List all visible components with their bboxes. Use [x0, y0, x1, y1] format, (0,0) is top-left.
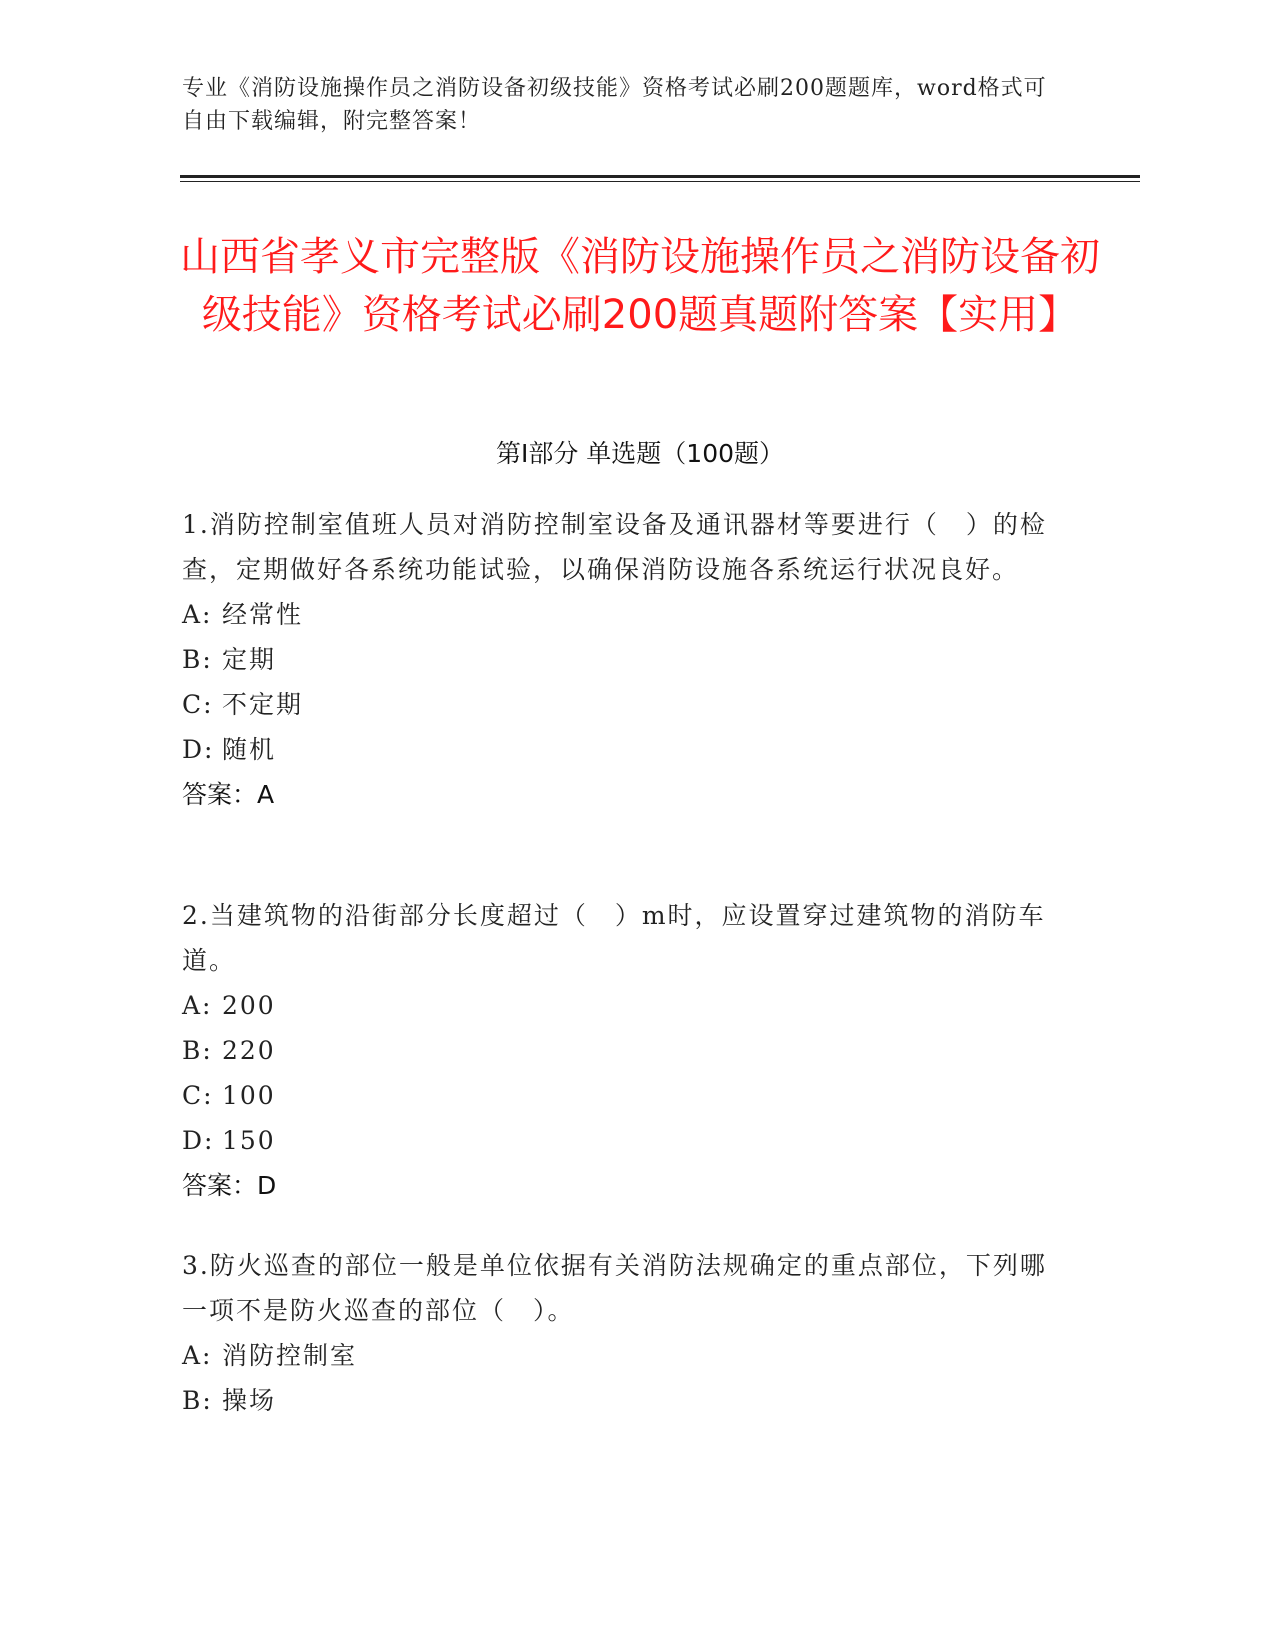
option-a [182, 592, 1062, 637]
option-c [182, 1073, 1062, 1118]
header-note: 专业《消防设施操作员之消防设备初级技能》资格考试必刷200题题库，word格式可自由下载编辑，附完整答案！ [182, 76, 1047, 134]
option-key: C: [182, 1081, 214, 1110]
option-b [182, 637, 1062, 682]
option-b [182, 1028, 1062, 1073]
option-key: B: [182, 645, 213, 674]
answer: 答案：A [182, 780, 275, 809]
option-a [182, 983, 1062, 1028]
question-1 [182, 502, 1062, 817]
question-stem: 3.防火巡查的部位一般是单位依据有关消防法规确定的重点部位，下列哪一项不是防火巡查的部位（ ）。 [182, 1251, 1047, 1325]
option-d [182, 1118, 1062, 1163]
option-text: 100 [222, 1081, 276, 1110]
question-stem: 1.消防控制室值班人员对消防控制室设备及通讯器材等要进行（ ）的检查，定期做好各系统功能试验，以确保消防设施各系统运行状况良好。 [182, 510, 1047, 584]
question-2 [182, 893, 1062, 1208]
option-text: 消防控制室 [222, 1341, 358, 1370]
option-key: A: [182, 991, 213, 1020]
answer: 答案：D [182, 1171, 277, 1200]
option-key: A: [182, 1341, 213, 1370]
option-b [182, 1378, 1062, 1423]
option-text: 操场 [222, 1386, 277, 1415]
option-text: 经常性 [222, 600, 304, 629]
question-3 [182, 1243, 1062, 1423]
option-text: 不定期 [222, 690, 304, 719]
option-c [182, 682, 1062, 727]
option-key: B: [182, 1386, 213, 1415]
question-stem: 2.当建筑物的沿街部分长度超过（ ）m时，应设置穿过建筑物的消防车道。 [182, 901, 1046, 975]
option-text: 随机 [222, 735, 277, 764]
header-rule-thick [180, 175, 1140, 178]
header-rule-thin [180, 181, 1140, 182]
option-text: 定期 [222, 645, 277, 674]
document-title: 山西省孝义市完整版《消防设施操作员之消防设备初级技能》资格考试必刷200题真题附答案【实用】 [180, 234, 1100, 338]
option-text: 150 [222, 1126, 276, 1155]
option-key: B: [182, 1036, 213, 1065]
option-key: A: [182, 600, 213, 629]
option-text: 200 [222, 991, 276, 1020]
option-key: D: [182, 1126, 215, 1155]
option-text: 220 [222, 1036, 276, 1065]
option-a [182, 1333, 1062, 1378]
option-d [182, 727, 1062, 772]
option-key: D: [182, 735, 215, 764]
option-key: C: [182, 690, 214, 719]
section-title: 第Ⅰ部分 单选题（100题） [495, 439, 785, 468]
